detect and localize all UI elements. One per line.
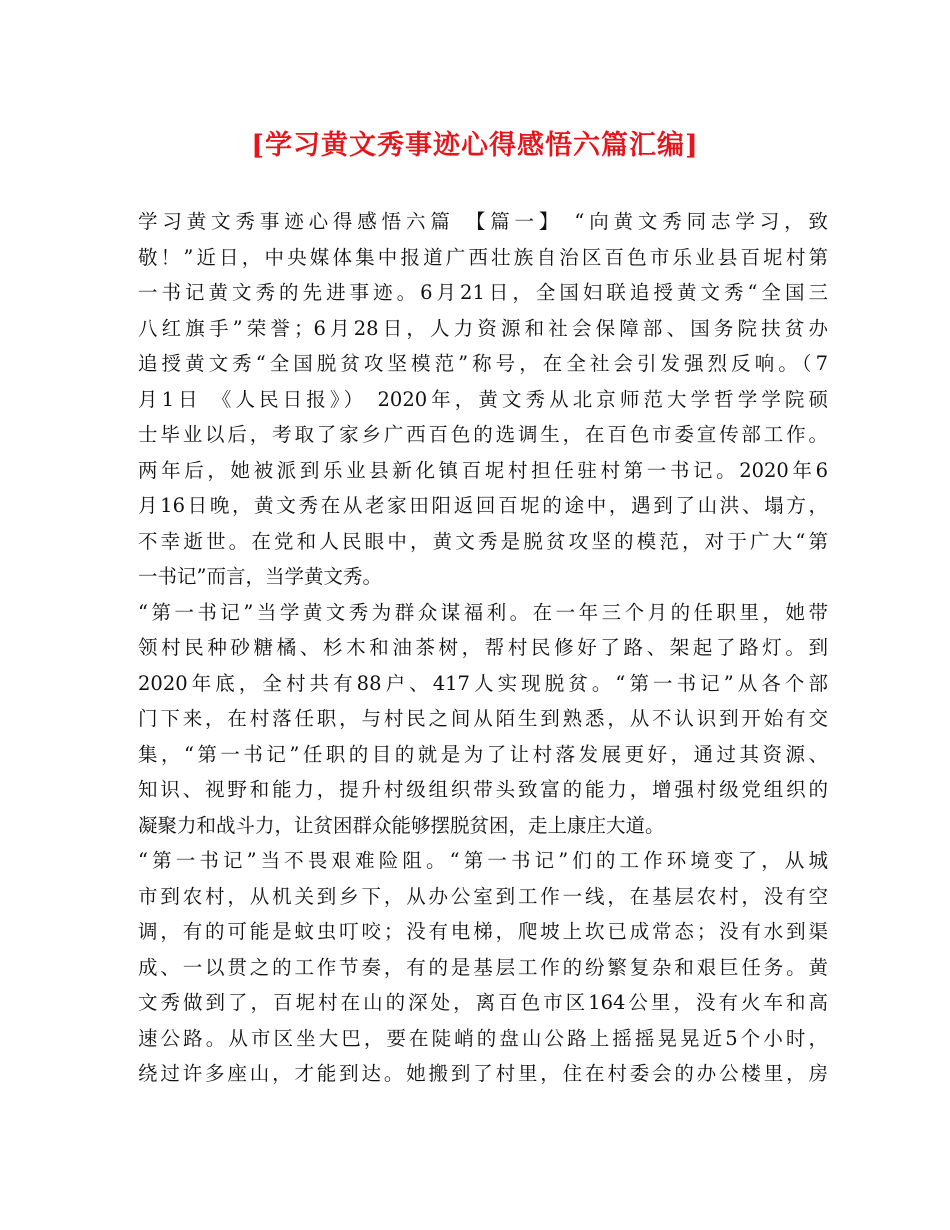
paragraph-end-line: 凝聚力和战斗力，让贫困群众能够摆脱贫困，走上康庄大道。 <box>138 813 665 837</box>
text-line: “第一书记”当不畏艰难险阻。“第一书记”们的工作环境变了，从城 <box>138 849 828 872</box>
text-line: 2020年底，全村共有88户、417人实现脱贫。“第一书记”从各个部 <box>138 671 828 695</box>
text-line: 门下来，在村落任职，与村民之间从陌生到熟悉，从不认识到开始有交 <box>138 707 828 730</box>
text-line: 绕过许多座山，才能到达。她搬到了村里，住在村委会的办公楼里，房 <box>138 1062 828 1085</box>
text-line: 月1日 《人民日报》） 2020年，黄文秀从北京师范大学哲学学院硕 <box>138 387 828 411</box>
text-line: 成、一以贯之的工作节奏，有的是基层工作的纷繁复杂和艰巨任务。黄 <box>138 955 828 979</box>
text-line: 不幸逝世。在党和人民眼中，黄文秀是脱贫攻坚的模范，对于广大“第 <box>138 529 828 553</box>
text-line: 知识、视野和能力，提升村级组织带头致富的能力，增强村级党组织的 <box>138 778 828 801</box>
text-line: 调，有的可能是蚊虫叮咬；没有电梯，爬坡上坎已成常态；没有水到渠 <box>138 920 828 943</box>
document-body <box>138 204 828 1092</box>
text-line: 一书记黄文秀的先进事迹。6月21日，全国妇联追授黄文秀“全国三 <box>138 281 828 304</box>
text-line: 学习黄文秀事迹心得感悟六篇 【篇一】 “向黄文秀同志学习，致 <box>138 210 828 233</box>
text-line: “第一书记”当学黄文秀为群众谋福利。在一年三个月的任职里，她带 <box>138 600 828 624</box>
text-line: 月16日晚，黄文秀在从老家田阳返回百坭的途中，遇到了山洪、塌方， <box>138 494 828 517</box>
text-line: 速公路。从市区坐大巴，要在陡峭的盘山公路上摇摇晃晃近5个小时， <box>138 1026 828 1050</box>
text-line: 集，“第一书记”任职的目的就是为了让村落发展更好，通过其资源、 <box>138 742 828 766</box>
text-line: 八红旗手”荣誉；6月28日，人力资源和社会保障部、国务院扶贫办 <box>138 316 828 340</box>
text-line: 士毕业以后，考取了家乡广西百色的选调生，在百色市委宣传部工作。 <box>138 423 828 446</box>
paragraph-end-line: 一书记”而言，当学黄文秀。 <box>138 565 382 588</box>
text-line: 文秀做到了，百坭村在山的深处，离百色市区164公里，没有火车和高 <box>138 991 828 1014</box>
document-title: [学习黄文秀事迹心得感悟六篇汇编] <box>251 130 699 161</box>
text-line: 市到农村，从机关到乡下，从办公室到工作一线，在基层农村，没有空 <box>138 884 828 908</box>
text-line: 两年后，她被派到乐业县新化镇百坭村担任驻村第一书记。2020年6 <box>138 458 828 482</box>
text-line: 领村民种砂糖橘、杉木和油茶树，帮村民修好了路、架起了路灯。到 <box>138 636 828 659</box>
text-line: 追授黄文秀“全国脱贫攻坚模范”称号，在全社会引发强烈反响。（7 <box>138 352 828 375</box>
text-line: 敬！”近日，中央媒体集中报道广西壮族自治区百色市乐业县百坭村第 <box>138 245 828 269</box>
